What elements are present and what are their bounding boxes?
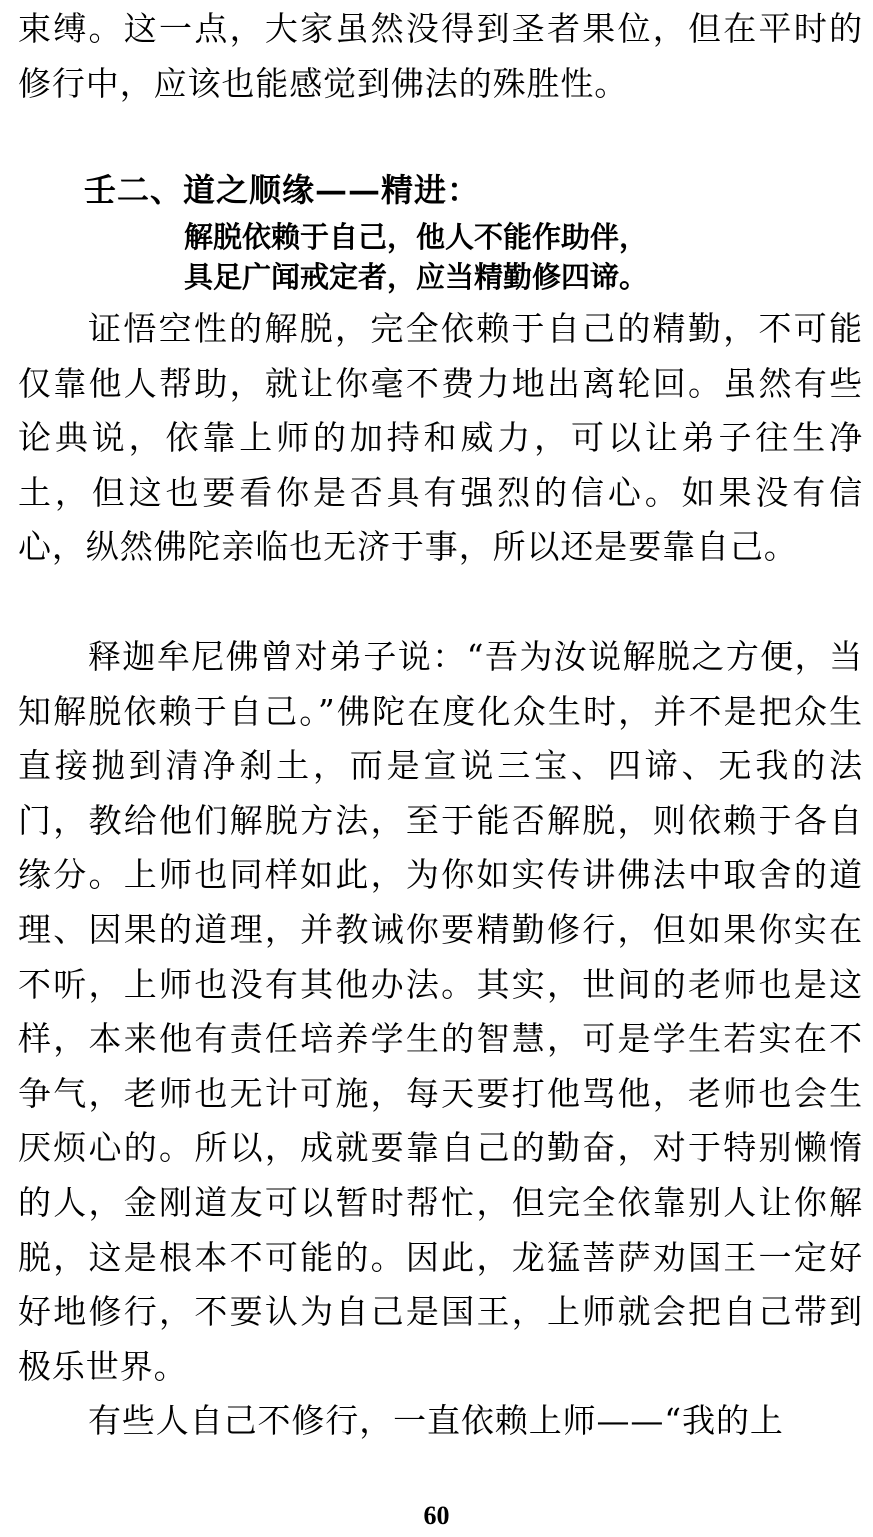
paragraph-commentary-2: 释迦牟尼佛曾对弟子说：“吾为汝说解脱之方便，当知解脱依赖于自己。”佛陀在度化众生时，并不是把众生直接抛到清净刹土，而是宣说三宝、四谛、无我的法门，教给他们解脱方法，至于能否解脱，则依赖于各自缘分。上师也同样如此，为你如实传讲佛法中取舍的道理、因果的道理，并教诫你要精勤修行，但如果你实在不听，上师也没有其他办法。其实，世间的老师也是这样，本来他有责任培养学生的智慧，可是学生若实在不争气，老师也无计可施，每天要打他骂他，老师也会生厌烦心的。所以，成就要靠自己的勤奋，对于特别懒惰的人，金刚道友可以暂时帮忙，但完全依靠别人让你解脱，这是根本不可能的。因此，龙猛菩萨劝国王一定好好地修行，不要认为自己是国王，上师就会把自己带到极乐世界。 [18,637,863,1386]
section-heading: 壬二、道之顺缘——精进： [84,171,481,209]
verse-line-1: 解脱依赖于自己，他人不能作助伴， [184,220,649,254]
paragraph-commentary-3: 有些人自己不修行，一直依赖上师——“我的上 [88,1401,784,1440]
verse-line-2: 具足广闻戒定者，应当精勤修四谛。 [184,260,649,294]
paragraph-commentary-1: 证悟空性的解脱，完全依赖于自己的精勤，不可能仅靠他人帮助，就让你毫不费力地出离轮回。虽然有些论典说，依靠上师的加持和威力，可以让弟子往生净土，但这也要看你是否具有强烈的信心。如果没有信心，纵然佛陀亲临也无济于事，所以还是要靠自己。 [18,309,863,567]
paragraph-continuation: 束缚。这一点，大家虽然没得到圣者果位，但在平时的修行中，应该也能感觉到佛法的殊胜性。 [18,9,863,103]
page-number: 60 [423,1501,450,1530]
